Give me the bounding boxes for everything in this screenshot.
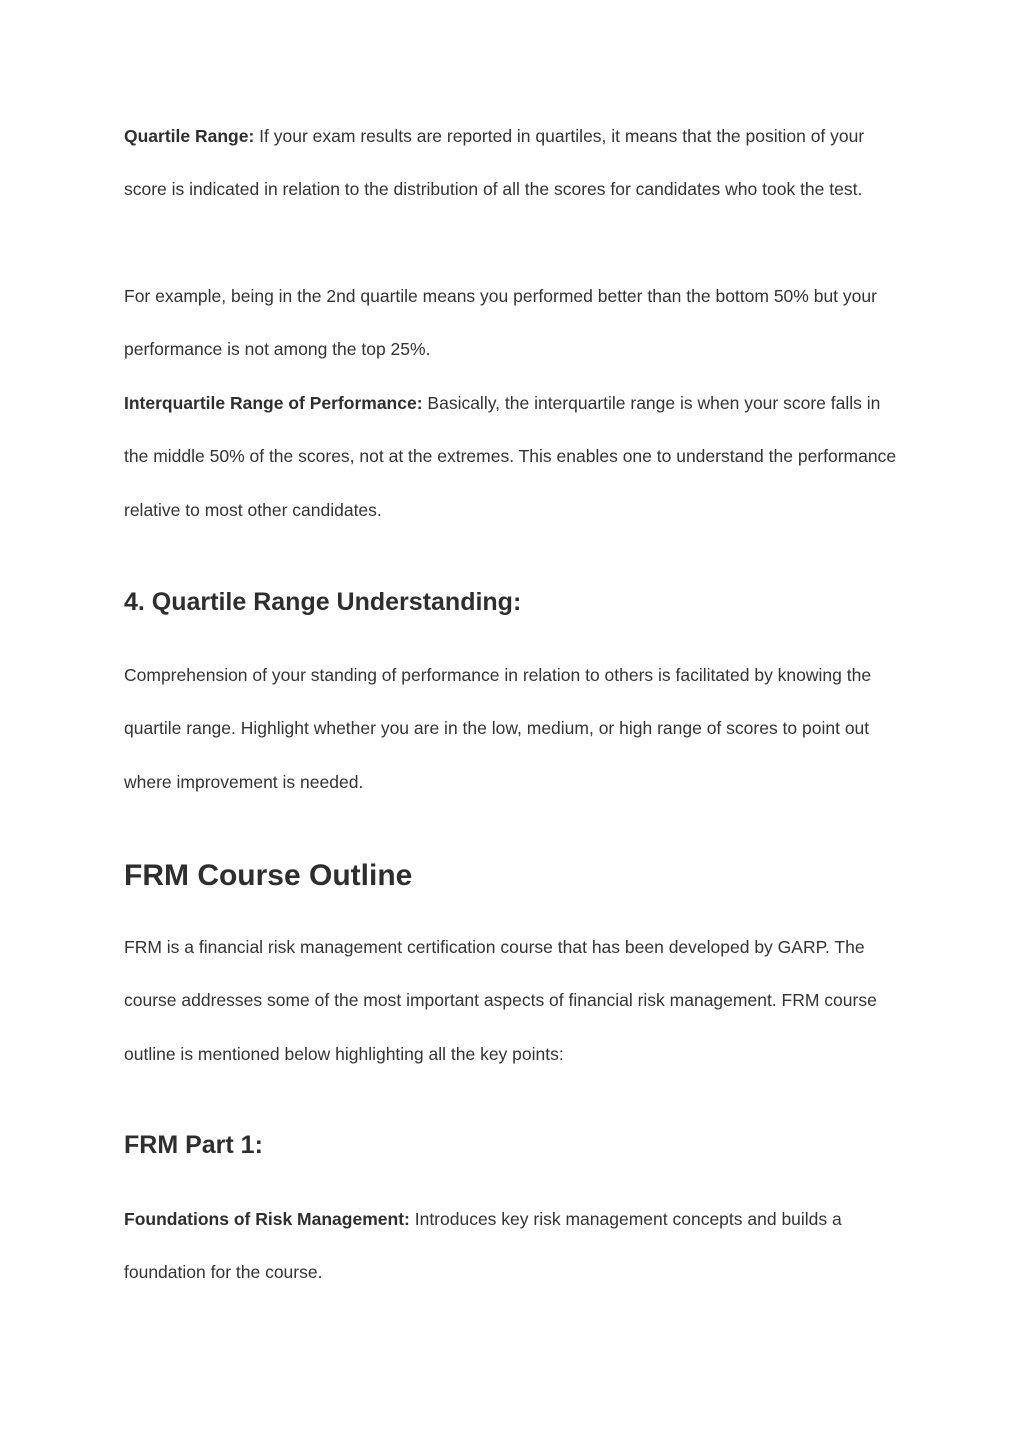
interquartile-text: Basically, the interquartile range is when your score falls in the middle 50% of the scores, not at the extremes. This enables one to understand the performance relative to most other candidates.: [124, 393, 897, 520]
interquartile-paragraph: [124, 377, 904, 537]
example-text: For example, being in the 2nd quartile means you performed better than the bottom 50% but your performance is not among the top 25%.: [124, 286, 877, 360]
course-outline-paragraph: FRM is a financial risk management certification course that has been developed by GARP. The course addresses some of the most important aspects of financial risk management. FRM course outline is mentioned below highlighting all the key points:: [124, 937, 877, 1064]
foundations-label: Foundations of Risk Management:: [124, 1209, 410, 1229]
quartile-range-text: If your exam results are reported in quartiles, it means that the position of your score is indicated in relation to the distribution of all the scores for candidates who took the test.: [124, 126, 865, 200]
example-paragraph: [124, 270, 904, 377]
foundations-paragraph: [124, 1193, 904, 1300]
heading-quartile-understanding: 4. Quartile Range Understanding:: [124, 588, 522, 616]
interquartile-label: Interquartile Range of Performance:: [124, 393, 423, 413]
quartile-range-label: Quartile Range:: [124, 126, 255, 146]
heading-course-outline: FRM Course Outline: [124, 859, 413, 892]
quartile-range-paragraph: [124, 110, 904, 217]
heading-part1: FRM Part 1:: [124, 1131, 263, 1159]
quartile-understanding-paragraph: Comprehension of your standing of performance in relation to others is facilitated by knowing the quartile range. Highlight whether you are in the low, medium, or high range of scores to point out where improvement is needed.: [124, 665, 872, 792]
foundations-text: Introduces key risk management concepts and builds a foundation for the course.: [124, 1209, 842, 1283]
